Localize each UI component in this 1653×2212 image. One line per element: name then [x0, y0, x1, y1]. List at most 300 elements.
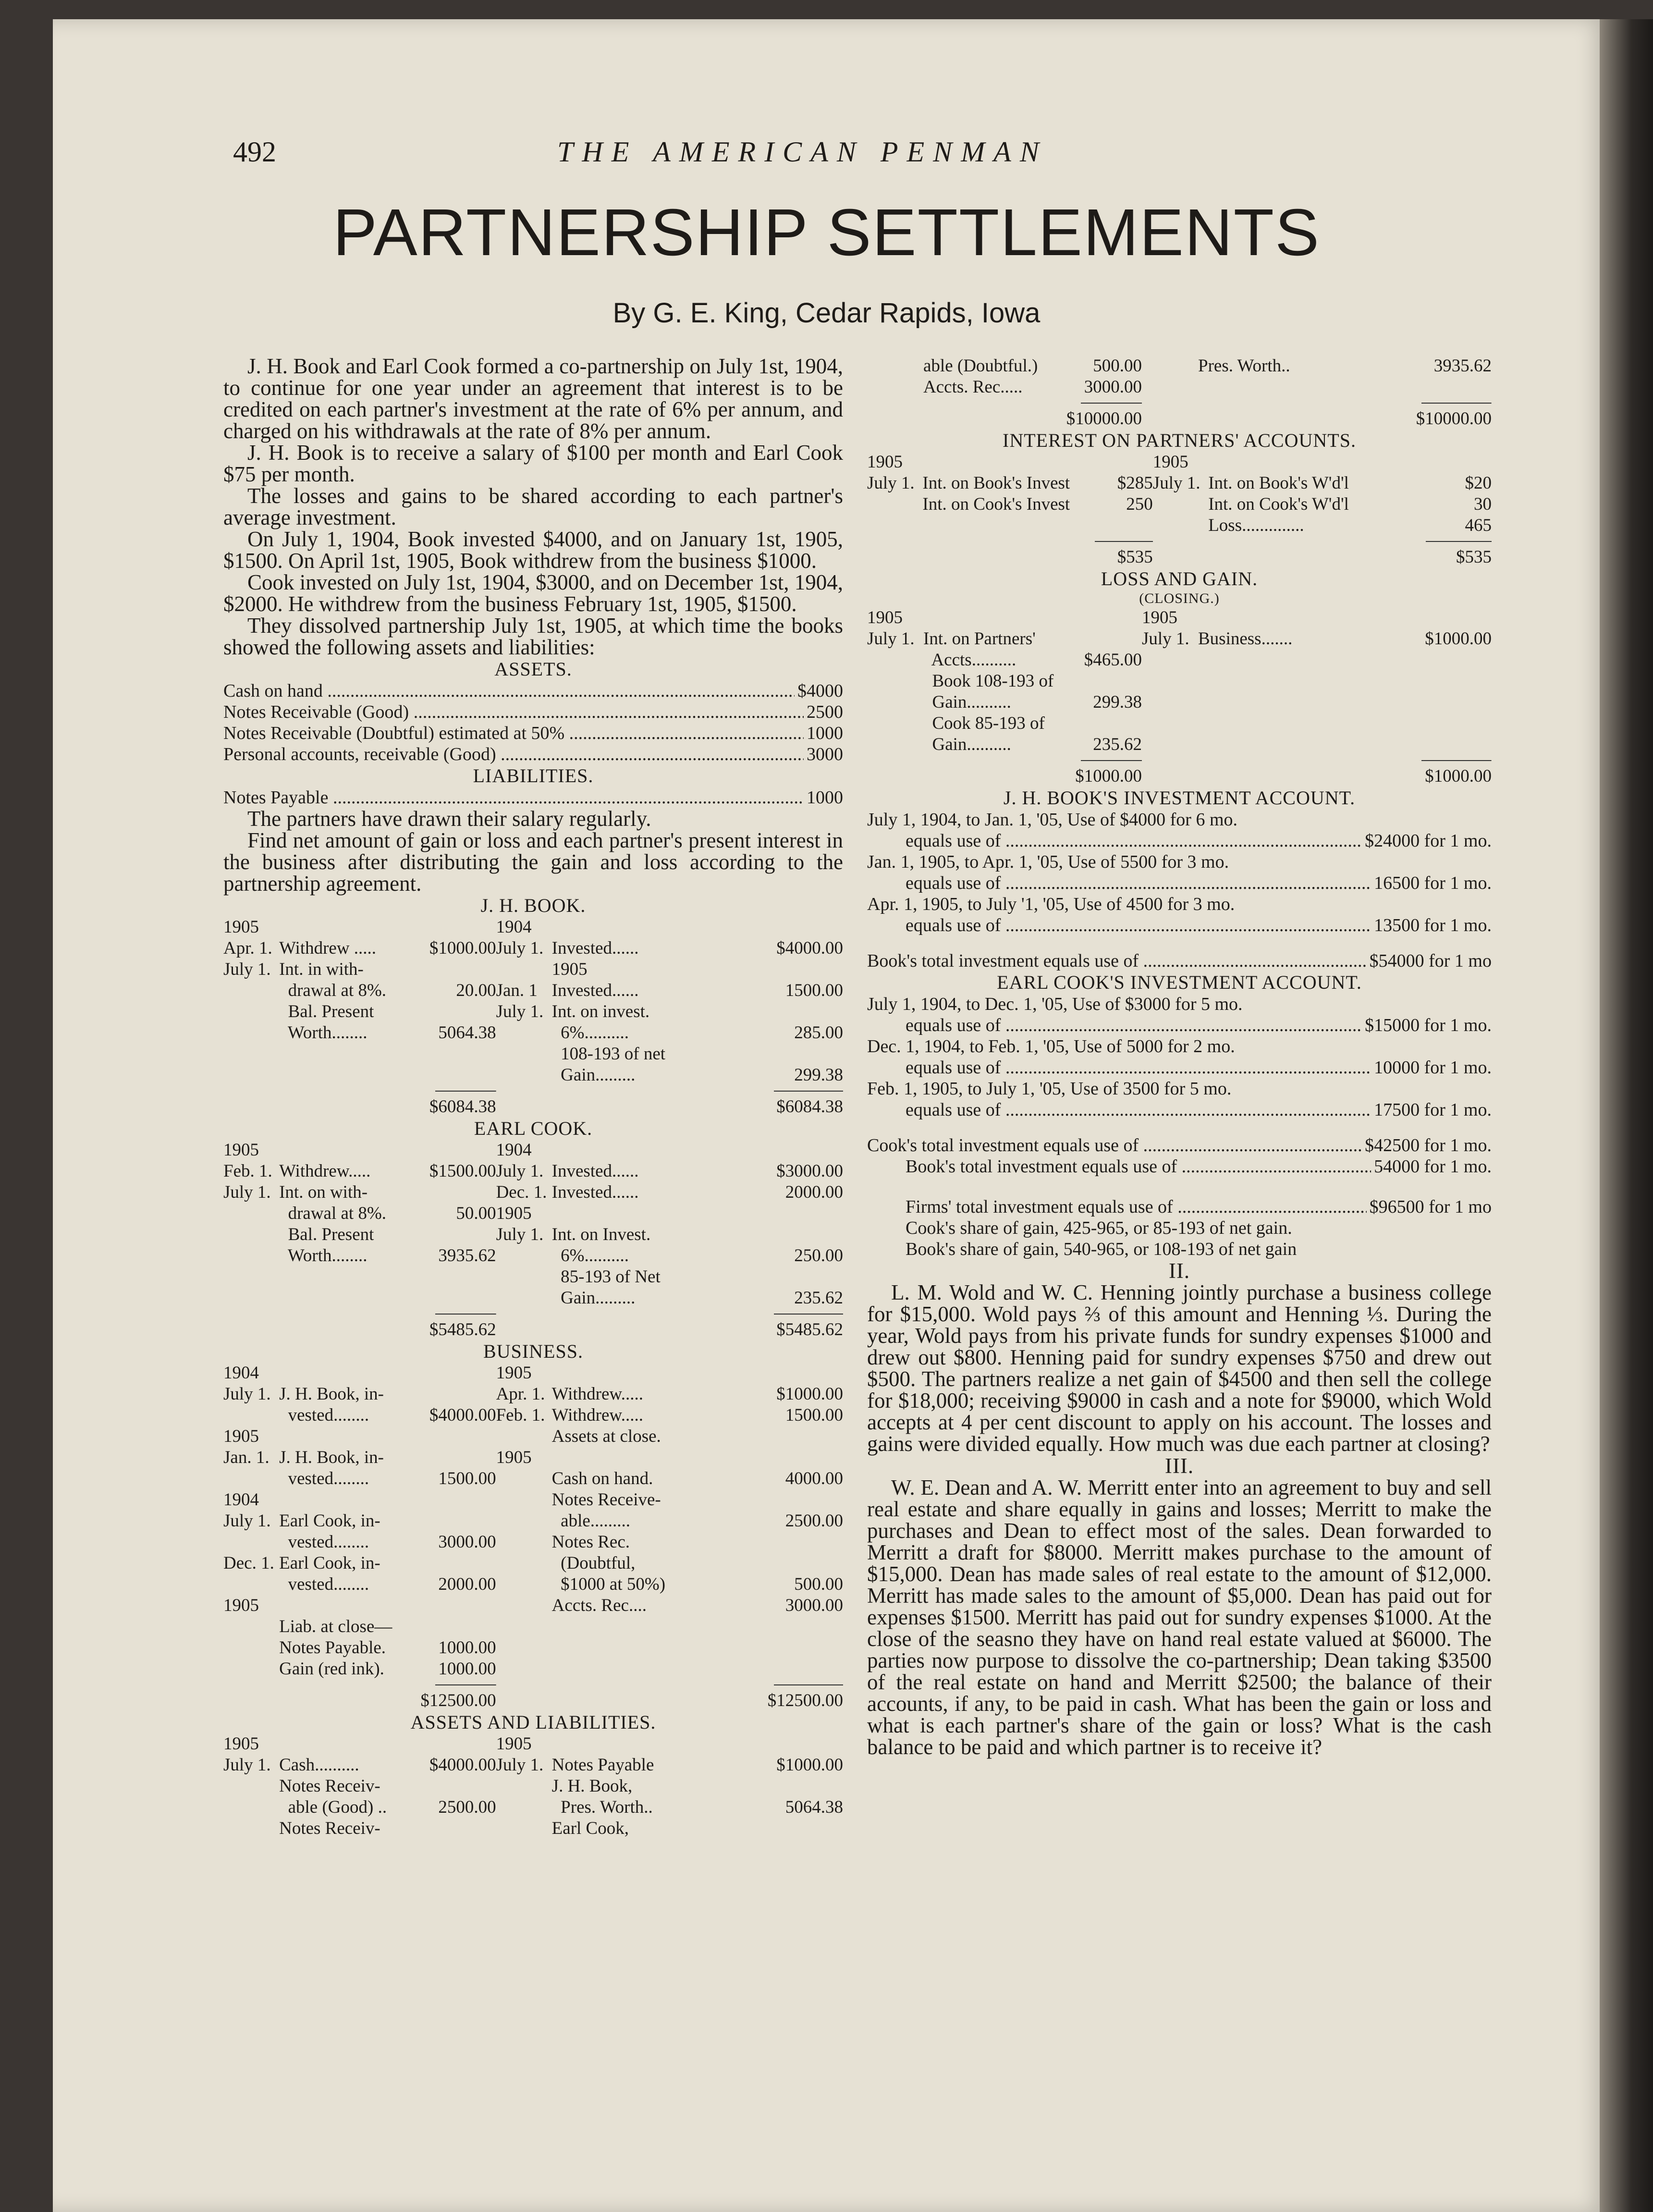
entry-description: (Doubtful,: [551, 1553, 636, 1573]
entry-amount: 4000.00: [785, 1469, 843, 1488]
entry-date: 1904: [223, 1490, 259, 1510]
loss-gain-heading: LOSS AND GAIN.: [1101, 568, 1258, 590]
entry-date: 1904: [496, 917, 532, 937]
entry-amount: [409, 1489, 496, 1511]
entry-date: [867, 515, 922, 536]
entry-amount: [409, 1384, 496, 1405]
ledger-total: $535: [1070, 536, 1153, 568]
entry-date: July 1.: [223, 959, 271, 979]
entry-amount: 3000.00: [438, 1532, 496, 1552]
entry-description: [279, 917, 409, 938]
ledger-row: [223, 1203, 843, 1224]
entry-description: Cash..........: [279, 1755, 359, 1775]
entry-amount: 1000.00: [438, 1659, 496, 1679]
ledger-spacer: [923, 398, 1054, 430]
ledger-spacer: [496, 1680, 552, 1711]
entry-date: Apr. 1.: [223, 938, 272, 958]
ledger-total: $6084.38: [409, 1086, 496, 1118]
entry-amount: $4000.00: [429, 1405, 496, 1425]
entry-amount: [744, 1363, 843, 1384]
ledger-spacer: [867, 536, 922, 568]
entry-amount: [1054, 607, 1142, 628]
ledger-row: [223, 1755, 843, 1776]
ledger-row: [867, 494, 1492, 515]
ledger-row: [867, 734, 1492, 755]
ledger-row: [223, 1553, 843, 1574]
ledger-row: [223, 980, 843, 1001]
entry-description: Liab. at close—: [279, 1617, 392, 1636]
asset-label: Cash on hand .....: [223, 680, 795, 701]
entry-description: Loss..............: [1208, 516, 1304, 535]
entry-amount: [1392, 692, 1492, 713]
investment-amount: 17500 for 1 mo.: [1374, 1100, 1492, 1120]
investment-amount: 16500 for 1 mo.: [1374, 873, 1492, 893]
investment-text: equals use of .....: [906, 830, 1362, 851]
entry-amount: 235.62: [794, 1288, 843, 1308]
ledger-spacer: [279, 1309, 409, 1340]
ledger-total-row: [223, 1309, 843, 1340]
ledger-row: [223, 1776, 843, 1797]
ledger-row: [223, 1161, 843, 1182]
ledger-total-row: [867, 398, 1492, 430]
ledger-spacer: [223, 1680, 279, 1711]
entry-date: [867, 692, 923, 713]
investment-text: Feb. 1, 1905, to July 1, '05, Use of 3500 for 5 mo.: [867, 1079, 1232, 1099]
entry-description: Earl Cook, in-: [279, 1553, 380, 1573]
share-line: [906, 1217, 1492, 1239]
entry-date: July 1.: [1142, 629, 1189, 649]
entry-date: [496, 1532, 552, 1553]
entry-date: [496, 1818, 552, 1839]
entry-description: [552, 1203, 744, 1224]
entry-amount: 500.00: [794, 1574, 843, 1594]
entry-date: Jan. 1: [496, 981, 538, 1000]
entry-amount: [744, 1818, 843, 1839]
ledger-row: [867, 377, 1492, 398]
entry-amount: [1054, 671, 1142, 692]
entry-description: [279, 1363, 409, 1384]
ledger-spacer: [552, 1680, 744, 1711]
entry-description: Earl Cook,: [551, 1819, 629, 1838]
ledger-total: $1000.00: [1392, 755, 1492, 787]
entry-description: 85-193 of Net: [551, 1267, 661, 1287]
total-amount: 54000 for 1 mo.: [1374, 1156, 1492, 1177]
ledger-row: [223, 1044, 843, 1065]
entry-amount: $4000.00: [429, 1755, 496, 1775]
entry-date: [496, 1288, 552, 1309]
entry-amount: [409, 1001, 496, 1022]
ledger-total-row: [867, 755, 1492, 787]
entry-date: [1142, 671, 1198, 692]
ledger-spacer: [1142, 398, 1198, 430]
investment-amount: 10000 for 1 mo.: [1374, 1057, 1492, 1078]
ledger-row: [223, 1797, 843, 1818]
entry-date: Dec. 1.: [223, 1553, 274, 1573]
entry-description: [552, 1637, 744, 1659]
entry-amount: [409, 1595, 496, 1616]
entry-amount: [744, 1001, 843, 1022]
investment-text: July 1, 1904, to Dec. 1, '05, Use of $3000 for 5 mo.: [867, 994, 1243, 1014]
entry-description: [279, 1140, 409, 1161]
entry-description: [279, 1065, 409, 1086]
ledger-row: [223, 917, 843, 938]
ledger-row: [223, 1616, 843, 1637]
ledger-row: [223, 1405, 843, 1426]
entry-date: [496, 1797, 552, 1818]
entry-amount: 299.38: [1093, 692, 1142, 712]
entry-date: July 1.: [1152, 473, 1200, 493]
entry-description: Pres. Worth..: [551, 1797, 653, 1817]
entry-description: Notes Receiv-: [279, 1819, 380, 1838]
entry-date: [1142, 734, 1198, 755]
share-line: [906, 1239, 1492, 1260]
entry-date: 1905: [867, 608, 903, 627]
entry-date: [223, 1776, 279, 1797]
left-column: [223, 356, 843, 1839]
byline: By G. E. King, Cedar Rapids, Iowa: [612, 297, 1041, 329]
entry-date: [1153, 515, 1208, 536]
entry-amount: 2000.00: [785, 1182, 843, 1202]
entry-date: [496, 1022, 552, 1044]
entry-amount: 465: [1465, 516, 1492, 535]
entry-amount: [1054, 628, 1142, 650]
entry-amount: [744, 1426, 843, 1447]
entry-description: [1198, 692, 1392, 713]
entry-date: 1905: [496, 1734, 532, 1754]
ledger-row: [867, 356, 1492, 377]
investment-line: [867, 994, 1492, 1015]
cook-account-heading: EARL COOK.: [474, 1118, 593, 1139]
book-account-ledger: [223, 917, 843, 1118]
entry-description: Assets at close.: [551, 1426, 661, 1446]
entry-description: Gain..........: [923, 735, 1011, 754]
entry-amount: 50.00: [456, 1204, 496, 1223]
entry-date: [496, 1245, 552, 1266]
entry-date: [223, 1288, 279, 1309]
cook-account-ledger: [223, 1140, 843, 1340]
section-three-heading: III.: [1164, 1454, 1194, 1478]
entry-date: [496, 1511, 552, 1532]
ledger-total: $10000.00: [1054, 398, 1142, 430]
entry-description: [1208, 452, 1397, 473]
ledger-spacer: [279, 1680, 409, 1711]
entry-description: [279, 1266, 409, 1288]
entry-description: [922, 452, 1070, 473]
article-title: PARTNERSHIP SETTLEMENTS: [332, 196, 1321, 270]
interest-ledger: [867, 452, 1492, 568]
entry-description: [279, 1426, 409, 1447]
entry-description: Int. on invest.: [551, 1002, 650, 1021]
entry-amount: $3000.00: [776, 1161, 843, 1181]
entry-amount: [409, 1266, 496, 1288]
investment-text: Apr. 1, 1905, to July '1, '05, Use of 4500 for 3 mo.: [867, 894, 1235, 914]
entry-date: [867, 494, 922, 515]
book-binding: [1600, 19, 1653, 2212]
paragraph: The partners have drawn their salary regularly.: [247, 807, 651, 831]
entry-description: Accts..........: [923, 650, 1016, 670]
entry-description: J. H. Book, in-: [279, 1448, 384, 1467]
investment-text: equals use of .....: [906, 1015, 1362, 1036]
entry-date: 1905: [496, 1204, 532, 1223]
entry-amount: $1000.00: [429, 938, 496, 958]
ledger-total: $6084.38: [744, 1086, 843, 1118]
liability-label: Notes Payable .....: [223, 787, 804, 808]
entry-date: [223, 1266, 279, 1288]
entry-description: Int. on Cook's Invest: [922, 494, 1070, 514]
entry-date: [867, 734, 923, 755]
entry-date: Feb. 1.: [223, 1161, 272, 1181]
ledger-spacer: [923, 755, 1054, 787]
investment-text: July 1, 1904, to Jan. 1, '05, Use of $4000 for 6 mo.: [867, 810, 1238, 830]
entry-date: 1905: [496, 1448, 532, 1467]
entry-description: Int. on Book's W'd'l: [1208, 473, 1349, 493]
entry-amount: 250.00: [794, 1246, 843, 1266]
asset-amount: $4000: [797, 681, 843, 701]
entry-amount: [744, 1203, 843, 1224]
ledger-row: [223, 1511, 843, 1532]
entry-description: Earl Cook, in-: [279, 1511, 380, 1531]
entry-description: drawal at 8%.: [279, 981, 387, 1000]
entry-amount: [744, 1659, 843, 1680]
ledger-spacer: [1142, 755, 1198, 787]
ledger-row: [867, 671, 1492, 692]
entry-date: [223, 1224, 279, 1245]
liability-amount: 1000: [807, 787, 843, 808]
entry-description: Withdrew.....: [279, 1161, 371, 1181]
entry-description: Int. on Partners': [923, 629, 1036, 649]
ledger-spacer: [1208, 536, 1397, 568]
entry-date: [223, 1405, 279, 1426]
paragraph: J. H. Book and Earl Cook formed a co-partnership on July 1st, 1904, to continue for one year under an agreement that interest is to be credited on each partner's investment at the rate of 6% per annum, and charged on his withdrawals at the rate of 8% per annum.: [223, 354, 843, 443]
entry-date: [496, 1553, 552, 1574]
entry-description: Withdrew.....: [551, 1405, 643, 1425]
ledger-spacer: [1198, 755, 1392, 787]
entry-description: Int. on Book's Invest: [922, 473, 1070, 493]
entry-description: Bal. Present: [279, 1002, 374, 1021]
problem-two: L. M. Wold and W. C. Henning jointly purchase a business college for $15,000. Wold pays ⅔ of this amount and Henning ⅓. During the year, Wold pays from his private funds for sundry expenses $1000 and drew out $800. Henning paid for sundry expenses $750 and drew out $500. The partners realize a net gain of $4500 and then sell the college for $18,000; receiving $9000 in cash and a note for $9000, which Wold accepts at 4 per cent discount to apply on his account. The losses and gains were divided equally. How much was due each partner at closing?: [867, 1280, 1492, 1456]
entry-description: Int. on with-: [279, 1182, 368, 1202]
investment-text: equals use of .....: [906, 1057, 1371, 1078]
share-text: Cook's share of gain, 425-965, or 85-193 of net gain.: [906, 1218, 1292, 1238]
entry-amount: [744, 1224, 843, 1245]
investment-line: [867, 851, 1492, 873]
entry-date: [223, 1065, 279, 1086]
entry-description: Book 108-193 of: [923, 671, 1054, 691]
business-account-ledger: [223, 1363, 843, 1711]
paragraph: The losses and gains to be shared according to each partner's average investment.: [223, 484, 843, 529]
investment-line: [867, 1015, 1492, 1036]
entry-amount: 5064.38: [785, 1797, 843, 1817]
total-row: [906, 1196, 1492, 1217]
entry-amount: 3000.00: [1084, 377, 1142, 397]
entry-description: 108-193 of net: [551, 1044, 666, 1064]
investment-amount: $15000 for 1 mo.: [1365, 1015, 1492, 1035]
ledger-row: [867, 650, 1492, 671]
entry-amount: 1500.00: [785, 981, 843, 1000]
entry-description: [279, 1489, 409, 1511]
entry-date: [496, 1595, 552, 1616]
entry-description: Int. on Cook's W'd'l: [1208, 494, 1349, 514]
entry-amount: [744, 1532, 843, 1553]
ledger-row: [867, 692, 1492, 713]
entry-description: [552, 1363, 744, 1384]
total-row: [867, 1135, 1492, 1156]
entry-date: Dec. 1.: [496, 1182, 547, 1202]
ledger-spacer: [867, 398, 923, 430]
ledger-row: [223, 1363, 843, 1384]
entry-date: [496, 1065, 552, 1086]
entry-description: [552, 1733, 744, 1755]
entry-description: Accts. Rec.....: [923, 377, 1023, 397]
entry-date: July 1.: [496, 1161, 544, 1181]
entry-date: [867, 650, 923, 671]
entry-description: vested........: [279, 1469, 369, 1488]
entry-amount: [744, 1140, 843, 1161]
entry-amount: 2500.00: [438, 1797, 496, 1817]
asset-amount: 2500: [807, 702, 843, 722]
ledger-row: [223, 1182, 843, 1203]
entry-date: 1905: [223, 1734, 259, 1754]
entry-description: Worth........: [279, 1023, 367, 1043]
entry-amount: 250: [1126, 494, 1153, 514]
entry-amount: [744, 959, 843, 980]
ledger-row: [223, 1426, 843, 1447]
ledger-spacer: [496, 1086, 552, 1118]
entry-amount: $1500.00: [429, 1161, 496, 1181]
entry-date: [223, 1637, 279, 1659]
entry-date: [223, 1022, 279, 1044]
entry-date: July 1.: [867, 629, 915, 649]
ledger-row: [223, 1659, 843, 1680]
entry-date: 1905: [223, 1140, 259, 1160]
entry-amount: 299.38: [794, 1065, 843, 1085]
entry-date: [223, 1245, 279, 1266]
ledger-row: [223, 1288, 843, 1309]
ledger-row: [867, 628, 1492, 650]
assets-list: [223, 680, 843, 765]
entry-description: [923, 607, 1054, 628]
ledger-spacer: [1153, 536, 1208, 568]
investment-line: [867, 809, 1492, 830]
entry-date: [223, 1532, 279, 1553]
book-investment-total: [867, 950, 1492, 971]
entry-date: July 1.: [496, 938, 544, 958]
ledger-total: $5485.62: [409, 1309, 496, 1340]
entry-description: [279, 1595, 409, 1616]
total-row: [867, 1156, 1492, 1177]
entry-date: [496, 1468, 552, 1489]
entry-date: [1142, 377, 1198, 398]
entry-date: [496, 1659, 552, 1680]
investment-line: [867, 1078, 1492, 1099]
entry-amount: $20: [1465, 473, 1492, 493]
investment-line: [867, 894, 1492, 915]
ledger-row: [223, 1595, 843, 1616]
entry-date: July 1.: [223, 1384, 271, 1404]
entry-description: Gain.........: [551, 1065, 636, 1085]
share-text: Book's share of gain, 540-965, or 108-193 of net gain: [906, 1239, 1297, 1259]
entry-amount: [1392, 607, 1492, 628]
entry-description: Invested......: [551, 981, 639, 1000]
entry-date: Feb. 1.: [496, 1405, 545, 1425]
entry-description: drawal at 8%.: [279, 1204, 387, 1223]
total-label: Book's total investment equals use of .....: [867, 950, 1367, 971]
asset-amount: 1000: [807, 723, 843, 743]
investment-line: [867, 1099, 1492, 1120]
asset-amount: 3000: [807, 744, 843, 764]
entry-date: [1142, 713, 1198, 734]
problem-three: W. E. Dean and A. W. Merritt enter into an agreement to buy and sell real estate and share equally in gains and losses; Merritt to make the purchases and Dean to effect most of the sales. Dean forwarded to Merritt a draft for $8000. Merritt makes purchase to the amount of $15,000. Dean has made sales of real estate to the amount of $12,000. Merritt has made sales to the amount of $5,000. Dean has paid out for expenses $1500. Merritt has paid out for sundry expenses $1000. At the close of the seasno they have on hand real estate valued at $6000. The parties now purpose to dissolve the co-partnership; Dean taking $3500 of the real estate on hand and Merritt $2500; the balance of their accounts, if any, to be paid in cash. What has been the gain or loss and what is each partner's share of the gain or loss? What is the cash balance to be paid and which partner is to receive it?: [867, 1475, 1492, 1759]
entry-description: Gain (red ink).: [279, 1659, 384, 1679]
entry-amount: 3935.62: [438, 1246, 496, 1266]
entry-amount: [744, 1044, 843, 1065]
ledger-spacer: [867, 755, 923, 787]
entry-description: vested........: [279, 1405, 369, 1425]
entry-amount: 3935.62: [1433, 356, 1492, 376]
loss-gain-subheading: (CLOSING.): [1139, 590, 1220, 606]
investment-line: [867, 1036, 1492, 1057]
entry-description: [279, 1044, 409, 1065]
entry-description: [279, 1733, 409, 1755]
ledger-total-row: [223, 1680, 843, 1711]
right-column: [867, 356, 1492, 1758]
entry-description: [552, 1616, 744, 1637]
entry-description: [1198, 607, 1392, 628]
entry-description: [279, 1288, 409, 1309]
entry-amount: 285.00: [794, 1023, 843, 1043]
cook-investment-heading: EARL COOK'S INVESTMENT ACCOUNT.: [997, 971, 1362, 993]
entry-amount: [744, 1637, 843, 1659]
entry-date: [223, 980, 279, 1001]
ledger-row: [223, 1245, 843, 1266]
entry-amount: 2000.00: [438, 1574, 496, 1594]
asset-row: [223, 744, 843, 765]
ledger-row: [223, 1266, 843, 1288]
entry-amount: 1000.00: [438, 1638, 496, 1658]
ledger-row: [223, 1468, 843, 1489]
ledger-total-row: [223, 1086, 843, 1118]
ledger-row: [223, 959, 843, 980]
ledger-total-row: [867, 536, 1492, 568]
entry-description: [1198, 377, 1392, 398]
ledger-spacer: [223, 1086, 279, 1118]
entry-description: [552, 1447, 744, 1468]
firm-totals: [867, 1196, 1492, 1260]
entry-date: 1905: [223, 1596, 259, 1615]
ledger-total: $12500.00: [409, 1680, 496, 1711]
asset-row: [223, 680, 843, 701]
entry-amount: [409, 1182, 496, 1203]
entry-amount: [744, 1447, 843, 1468]
book-account-heading: J. H. BOOK.: [480, 895, 586, 916]
entry-amount: $465.00: [1084, 650, 1142, 670]
entry-date: [496, 1637, 552, 1659]
total-label: Cook's total investment equals use of .....: [867, 1135, 1362, 1156]
ledger-row: [223, 1001, 843, 1022]
cook-investment-lines: [867, 994, 1492, 1120]
entry-amount: [409, 1776, 496, 1797]
entry-description: 1905: [551, 959, 588, 979]
investment-line: [867, 830, 1492, 851]
entry-amount: [744, 1733, 843, 1755]
ledger-total: $10000.00: [1392, 398, 1492, 430]
entry-description: Bal. Present: [279, 1225, 374, 1244]
entry-date: [223, 1659, 279, 1680]
interest-heading: INTEREST ON PARTNERS' ACCOUNTS.: [1003, 430, 1356, 451]
total-amount: $96500 for 1 mo: [1369, 1197, 1492, 1217]
ledger-row: [223, 1818, 843, 1839]
paragraph: Cook invested on July 1st, 1904, $3000, and on December 1st, 1904, $2000. He withdrew from the business February 1st, 1905, $1500.: [223, 570, 843, 616]
